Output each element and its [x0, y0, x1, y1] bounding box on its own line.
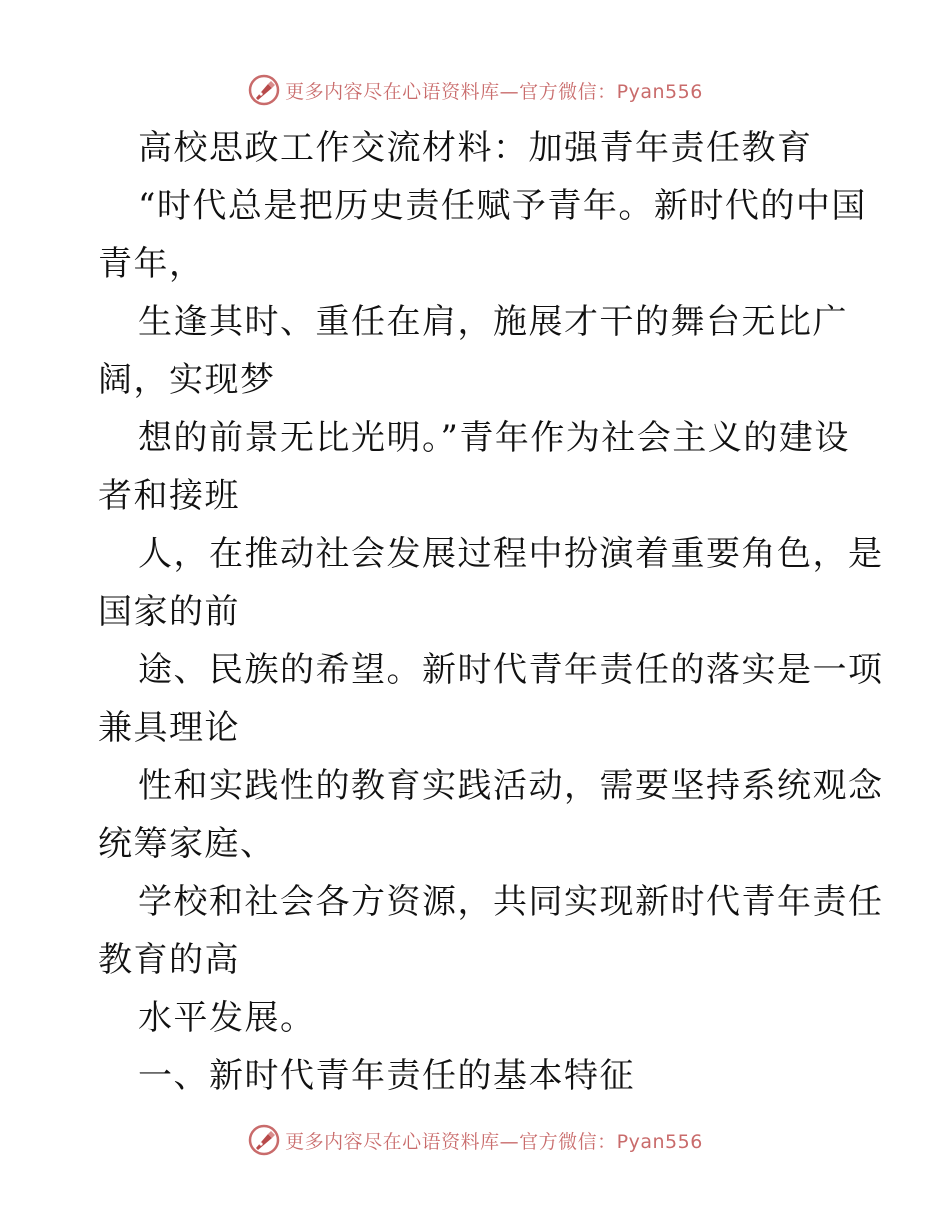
watermark-text: 更多内容尽在心语资料库—官方微信：Pyan556 [285, 1130, 703, 1153]
paragraph-line: 青年， [98, 244, 205, 284]
watermark-text: 更多内容尽在心语资料库—官方微信：Pyan556 [285, 80, 703, 103]
paragraph-line: 统筹家庭、 [98, 824, 276, 864]
paragraph-line: 水平发展。 [138, 998, 316, 1038]
pen-nib-icon [247, 73, 281, 107]
watermark-banner-top [0, 70, 950, 110]
paragraph-line: 者和接班 [98, 476, 240, 516]
paragraph-line: 阔，实现梦 [98, 360, 276, 400]
section-heading: 一、新时代青年责任的基本特征 [138, 1056, 635, 1096]
paragraph-line: 性和实践性的教育实践活动，需要坚持系统观念 [138, 766, 884, 806]
paragraph-line: 途、民族的希望。新时代青年责任的落实是一项 [138, 650, 884, 690]
pen-nib-icon [247, 1123, 281, 1157]
paragraph-line: 教育的高 [98, 940, 240, 980]
document-title: 高校思政工作交流材料：加强青年责任教育 [138, 128, 813, 168]
paragraph-line: 生逢其时、重任在肩，施展才干的舞台无比广 [138, 302, 848, 342]
paragraph-line: 国家的前 [98, 592, 240, 632]
paragraph-line: 兼具理论 [98, 708, 240, 748]
paragraph-line: 想的前景无比光明。”青年作为社会主义的建设 [138, 418, 850, 458]
watermark-banner-bottom [0, 1120, 950, 1160]
paragraph-line: 人，在推动社会发展过程中扮演着重要角色，是 [138, 534, 884, 574]
paragraph-line: “时代总是把历史责任赋予青年。新时代的中国 [138, 186, 867, 226]
paragraph-line: 学校和社会各方资源，共同实现新时代青年责任 [138, 882, 884, 922]
